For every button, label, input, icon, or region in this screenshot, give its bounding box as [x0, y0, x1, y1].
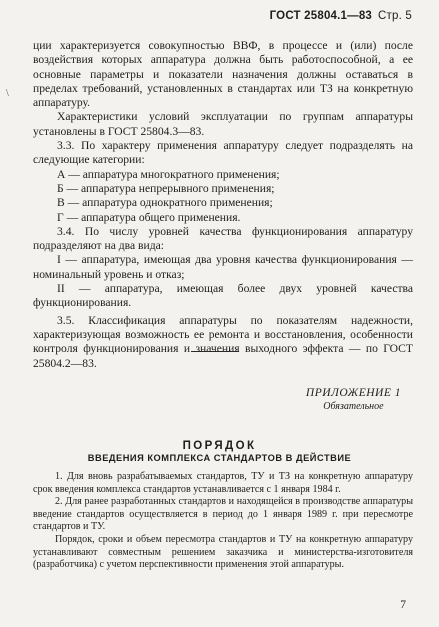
list-item: А — аппаратура многократного применения; — [57, 167, 280, 181]
list-item: II — аппаратура, имеющая более двух уровней качества функционирования. — [33, 282, 413, 310]
order-subtitle: ВВЕДЕНИЯ КОМПЛЕКСА СТАНДАРТОВ В ДЕЙСТВИЕ — [87, 453, 352, 463]
margin-mark: \ — [6, 88, 9, 99]
paragraph: ции характеризуется совокупностью ВВФ, в процессе и (или) после воздействия которых аппаратура должна быть работоспособной, а ее основные параметры и показатели назначения должны оставаться в пределах требований, установленных в стандартах или ТЗ на конкретную аппаратуру. — [33, 39, 413, 110]
section-divider — [191, 351, 239, 352]
appendix-title: ПРИЛОЖЕНИЕ 1 — [305, 387, 401, 399]
paragraph: 3.5. Классификация аппаратуры по показателям надежности, характеризующая возможность ее ремонта и восстановления, особенности контроля функционирования и значения выходного эффекта — по ГОСТ 25804.2—83. — [33, 313, 413, 370]
paragraph: 3.3. По характеру применения аппаратуру следует подразделять на следующие категории: — [33, 139, 413, 167]
order-item: Порядок, сроки и объем пересмотра стандартов и ТУ на конкретную аппаратуру устанавливают совместным решением заказчика и министерства-изготовителя (разработчика) с учетом перспективности применения этой аппаратуры. — [33, 533, 413, 571]
paragraph: 3.4. По числу уровней качества функционирования аппаратуру подразделяют на два вида: — [33, 224, 413, 253]
appendix-subtitle: Обязательное — [323, 401, 384, 412]
standard-title: ГОСТ 25804.1—83 — [269, 10, 373, 22]
list-item: Б — аппаратура непрерывного применения; — [57, 181, 275, 195]
page-number: 7 — [400, 599, 406, 611]
order-item: 1. Для вновь разрабатываемых стандартов, ТУ и ТЗ на конкретную аппаратуру срок введения комплекса стандартов устанавливается с 1 января 1984 г. — [33, 471, 413, 495]
page-label: Стр. 5 — [378, 10, 412, 22]
list-item: В — аппаратура однократного применения; — [57, 196, 273, 210]
appendix-label — [306, 387, 401, 412]
list-item: Г — аппаратура общего применения. — [57, 210, 241, 224]
order-title: ПОРЯДОК — [182, 440, 257, 452]
main-text — [33, 39, 413, 371]
page-header — [270, 10, 412, 22]
order-item: 2. Для ранее разработанных стандартов и находящейся в производстве аппаратуры введение стандартов осуществляется в период до 1 января 1989 г. при пересмотре стандартов и ТУ. — [33, 496, 413, 533]
order-text — [33, 471, 413, 572]
paragraph: Характеристики условий эксплуатации по группам аппаратуры установлены в ГОСТ 25804.3—83. — [33, 110, 413, 138]
list-item: I — аппаратура, имеющая два уровня качества функционирования — номинальный уровень и отказ; — [33, 253, 413, 281]
